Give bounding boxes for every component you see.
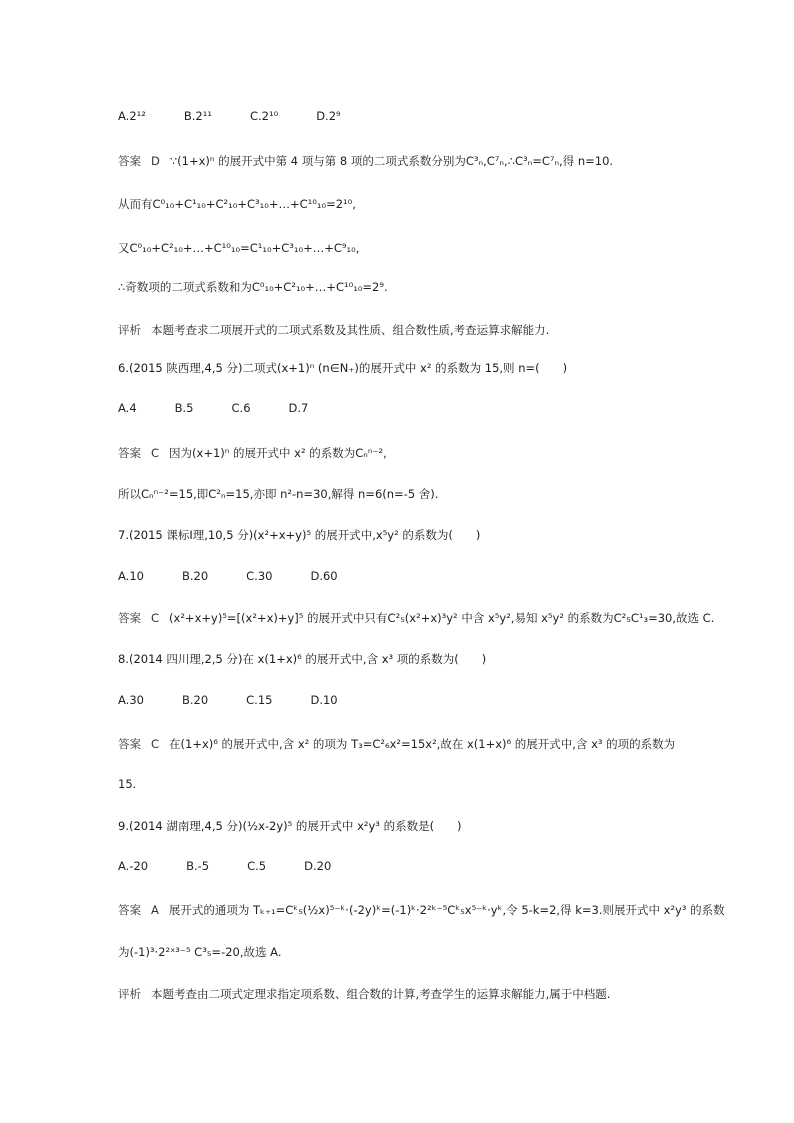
- body-text: 又C⁰₁₀+C²₁₀+…+C¹⁰₁₀=C¹₁₀+C³₁₀+…+C⁹₁₀,: [118, 241, 360, 255]
- option-0: A.-20: [118, 859, 149, 873]
- answer-text: ∵(1+x)ⁿ 的展开式中第 4 项与第 8 项的二项式系数分别为C³ₙ,C⁷ₙ,∴C³ₙ=C⁷ₙ,得 n=10.: [169, 154, 614, 168]
- option-1: B.5: [174, 401, 194, 415]
- option-1: B.2¹¹: [183, 109, 212, 123]
- answer-choice: C: [151, 737, 160, 751]
- answer-options: [118, 568, 338, 584]
- text-line: [118, 196, 356, 212]
- option-2: C.6: [231, 401, 251, 415]
- answer-text: 因为(x+1)ⁿ 的展开式中 x² 的系数为Cₙⁿ⁻²,: [169, 446, 387, 460]
- question-line: [118, 527, 480, 543]
- text-line: [118, 776, 136, 792]
- question-text: 6.(2015 陕西理,4,5 分)二项式(x+1)ⁿ (n∈N₊)的展开式中 x² 的系数为 15,则 n=( ): [118, 361, 568, 375]
- option-0: A.4: [118, 401, 137, 415]
- text-line: [118, 240, 359, 256]
- option-0: A.10: [118, 569, 144, 583]
- comment-line: [118, 322, 549, 338]
- body-text: 为(-1)³·2²ˣ³⁻⁵ C³₅=-20,故选 A.: [118, 945, 282, 959]
- option-2: C.2¹⁰: [249, 109, 279, 123]
- answer-options: [118, 858, 331, 874]
- comment-label: 评析: [118, 323, 141, 337]
- question-text: 8.(2014 四川理,2,5 分)在 x(1+x)⁶ 的展开式中,含 x³ 项的系数为( ): [118, 652, 487, 666]
- body-text: 从而有C⁰₁₀+C¹₁₀+C²₁₀+C³₁₀+…+C¹⁰₁₀=2¹⁰,: [118, 197, 356, 211]
- answer-label: 答案: [118, 903, 141, 917]
- comment-label: 评析: [118, 987, 141, 1001]
- answer-choice: C: [151, 446, 160, 460]
- comment-text: 本题考查求二项展开式的二项式系数及其性质、组合数性质,考查运算求解能力.: [151, 323, 550, 337]
- body-text: 15.: [118, 777, 137, 791]
- option-2: C.5: [247, 859, 267, 873]
- comment-line: [118, 986, 610, 1002]
- option-3: D.10: [310, 693, 338, 707]
- option-0: A.2¹²: [118, 109, 146, 123]
- answer-options: [118, 692, 338, 708]
- answer-label: 答案: [118, 154, 141, 168]
- answer-label: 答案: [118, 611, 141, 625]
- answer-line: [118, 736, 675, 752]
- option-1: B.20: [181, 569, 209, 583]
- answer-text: 展开式的通项为 Tₖ₊₁=Cᵏ₅(½x)⁵⁻ᵏ·(-2y)ᵏ=(-1)ᵏ·2²ᵏ⁻⁵Cᵏ₅x⁵⁻ᵏ·yᵏ,令 5-k=2,得 k=3.则展开式中 x²y³ 的系数: [168, 903, 725, 917]
- answer-text: (x²+x+y)⁵=[(x²+x)+y]⁵ 的展开式中只有C²₅(x²+x)³y² 中含 x⁵y²,易知 x⁵y² 的系数为C²₅C¹₃=30,故选 C.: [169, 611, 715, 625]
- option-2: C.15: [246, 693, 273, 707]
- option-3: D.60: [310, 569, 338, 583]
- option-1: B.-5: [186, 859, 210, 873]
- question-text: 7.(2015 课标Ⅰ理,10,5 分)(x²+x+y)⁵ 的展开式中,x⁵y² 的系数为( ): [118, 528, 481, 542]
- text-line: [118, 944, 281, 960]
- answer-options: [118, 108, 341, 124]
- answer-label: 答案: [118, 446, 141, 460]
- question-line: [118, 651, 486, 667]
- comment-text: 本题考查由二项式定理求指定项系数、组合数的计算,考查学生的运算求解能力,属于中档题.: [151, 987, 611, 1001]
- question-text: 9.(2014 湖南理,4,5 分)(½x-2y)⁵ 的展开式中 x²y³ 的系数是( ): [118, 819, 462, 833]
- answer-line: [118, 902, 725, 918]
- answer-text: 在(1+x)⁶ 的展开式中,含 x² 的项为 T₃=C²₆x²=15x²,故在 x(1+x)⁶ 的展开式中,含 x³ 的项的系数为: [169, 737, 676, 751]
- option-1: B.20: [181, 693, 209, 707]
- answer-line: [118, 610, 714, 626]
- option-3: D.7: [288, 401, 309, 415]
- option-0: A.30: [118, 693, 144, 707]
- answer-choice: A: [151, 903, 159, 917]
- text-line: [118, 486, 438, 502]
- answer-choice: D: [151, 154, 160, 168]
- answer-options: [118, 400, 308, 416]
- body-text: 所以Cₙⁿ⁻²=15,即C²ₙ=15,亦即 n²-n=30,解得 n=6(n=-5 舍).: [118, 487, 439, 501]
- question-line: [118, 360, 567, 376]
- answer-label: 答案: [118, 737, 141, 751]
- option-3: D.2⁹: [316, 109, 341, 123]
- text-line: [118, 279, 388, 295]
- body-text: ∴奇数项的二项式系数和为C⁰₁₀+C²₁₀+…+C¹⁰₁₀=2⁹.: [118, 280, 388, 294]
- answer-line: [118, 445, 387, 461]
- question-line: [118, 818, 462, 834]
- answer-line: [118, 153, 613, 169]
- option-3: D.20: [304, 859, 332, 873]
- answer-choice: C: [151, 611, 160, 625]
- option-2: C.30: [246, 569, 273, 583]
